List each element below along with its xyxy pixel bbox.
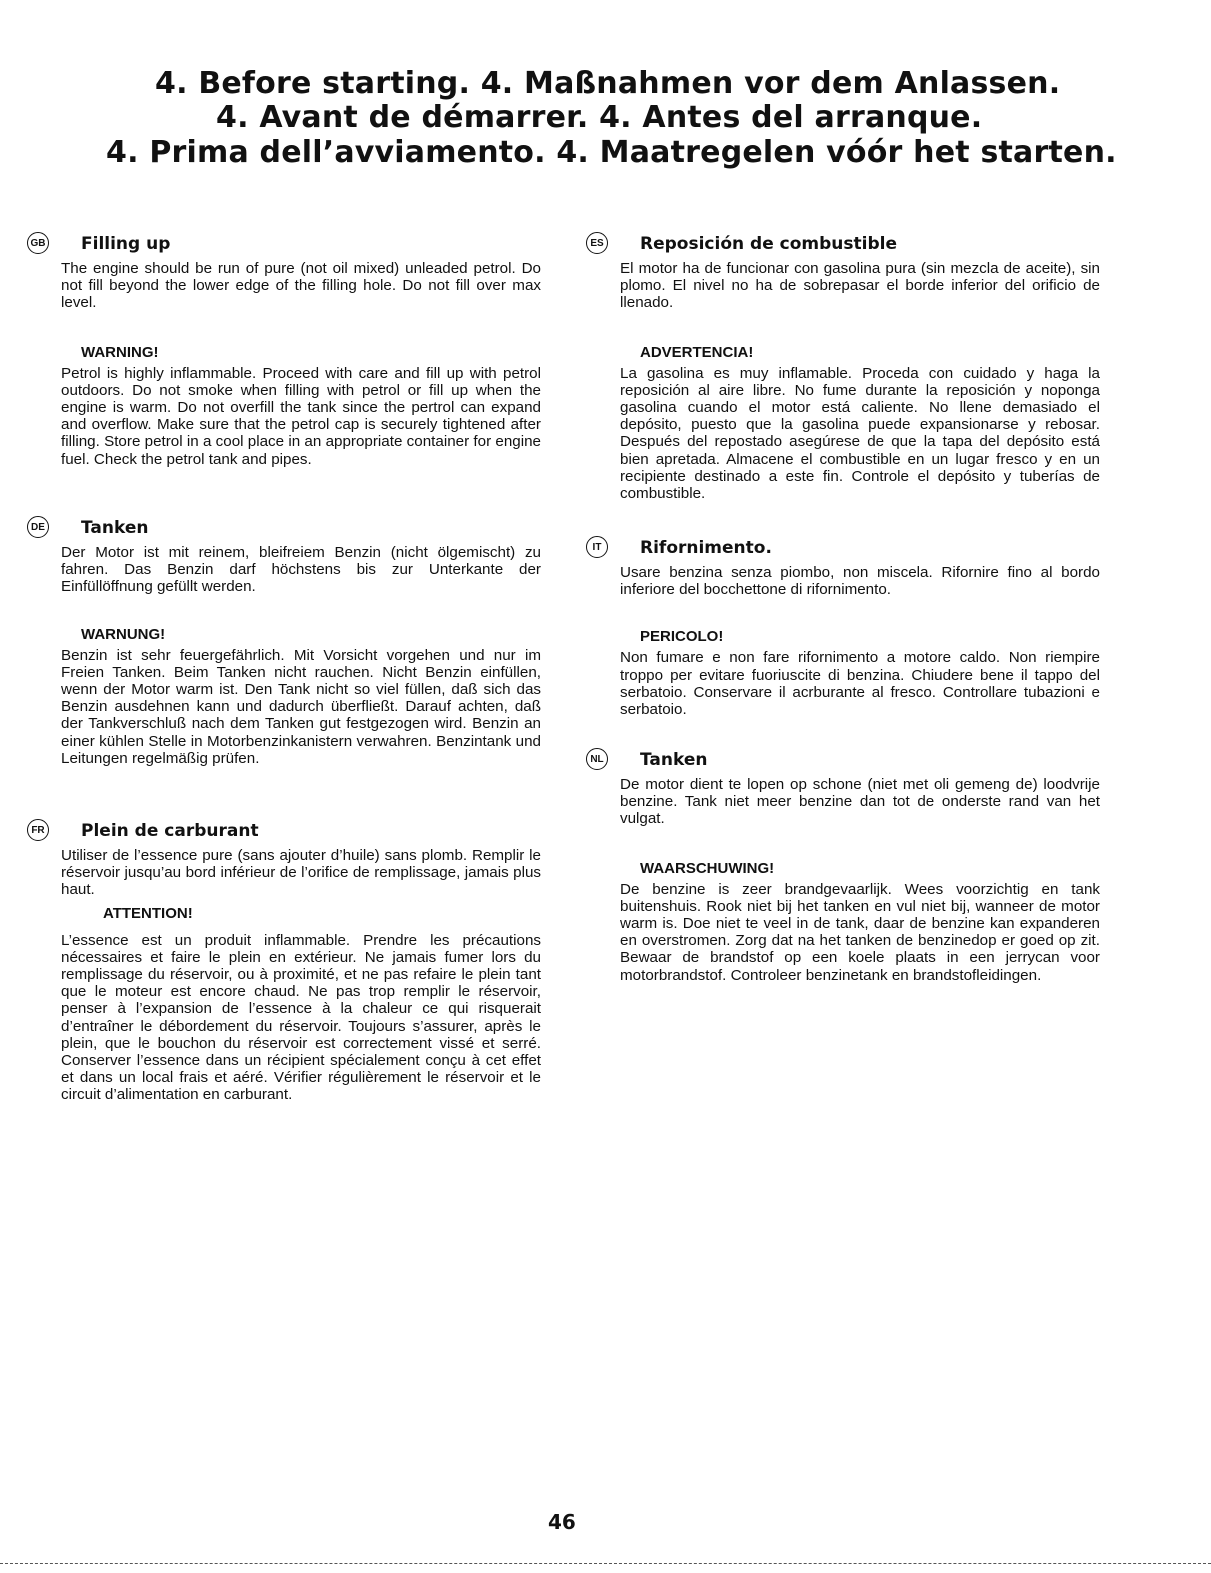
warning-title: PERICOLO! [640, 628, 724, 646]
warning-text: Non fumare e non fare rifornimento a motore caldo. Non riempire troppo per evitare fuoriuscite di benzina. Chiudere bene il tappo del serbatoio. Conservare il acrburante al fresco. Controllare tubazioni e serbatoio. [620, 649, 1100, 719]
section-intro: The engine should be run of pure (not oil mixed) unleaded petrol. Do not fill beyond the lower edge of the filling hole. Do not fill over max level. [61, 260, 541, 312]
warning-text: L’essence est un produit inflammable. Prendre les précautions nécessaires et faire le plein en extérieur. Ne jamais fumer lors du remplissage du réservoir, ou à proximité, et ne pas refaire le plein tant que le moteur est encore chaud. Ne pas trop remplir le réservoir, penser à l’expansion de l’essence à la chaleur ce qui risquerait d’entraîner le débordement du réservoir. Toujours s’assurer, après le plein, que le bouchon du réservoir est correctement vissé et serré. Conserver l’essence dans un récipient spécialement conçu à cet effet et dans un local frais et aéré. Vérifier régulièrement le réservoir et le circuit d’alimentation en carburant. [61, 931, 541, 1104]
section-heading: Plein de carburant [81, 821, 259, 841]
warning-title: WAARSCHUWING! [640, 859, 775, 877]
section-intro: Der Motor ist mit reinem, bleifreiem Benzin (nicht ölgemischt) zu fahren. Das Benzin darf höchstens bis zur Unterkante der Einfüllöffnung gefüllt werden. [61, 544, 541, 596]
nl-language-badge: NL [586, 748, 608, 770]
bottom-divider [0, 1563, 1211, 1564]
section-heading: Tanken [640, 750, 708, 770]
section-intro: De motor dient te lopen op schone (niet met oli gemeng de) loodvrije benzine. Tank niet meer benzine dan tot de onderste rand van het vulgat. [620, 776, 1100, 828]
fr-language-badge: FR [27, 819, 49, 841]
section-heading: Filling up [81, 234, 171, 254]
page-number: 46 [548, 1510, 576, 1534]
section-gb [30, 234, 541, 468]
section-nl [590, 750, 1100, 984]
it-language-badge: IT [586, 536, 608, 558]
title-line-1: 4. Before starting. 4. Maßnahmen vor dem Anlassen. [155, 66, 1061, 101]
title-line-3: 4. Prima dell’avviamento. 4. Maatregelen vóór het starten. [106, 135, 1117, 170]
warning-title: WARNING! [81, 343, 159, 361]
warning-text: La gasolina es muy inflamable. Proceda con cuidado y haga la reposición al aire libre. No fume durante la reposición y noponga gasolina cuando el motor está caliente. No llene demasiado el depósito, puesto que la gasolina puede expansionarse y rebosar. Después del repostado asegúrese de que la tapa del depósito está bien apretada. Almacene el combustible en un lugar fresco y en un recipiente destinado a este fin. Controle el depósito y tuberías de combustible. [620, 364, 1100, 503]
warning-title: ADVERTENCIA! [640, 343, 754, 361]
es-language-badge: ES [586, 232, 608, 254]
warning-text: De benzine is zeer brandgevaarlijk. Wees voorzichtig en tank buitenshuis. Rook niet bij het tanken en vul niet bij, wanneer de motor warm is. Doe niet te veel in de tank, daar de benzine kan expanderen en overstromen. Zorg dat na het tanken de benzinedop er goed op zit. Bewaar de brandstof op een koele plaats in een jerrycan voor motorbrandstof. Controleer benzinetank en brandstofleidingen. [620, 880, 1100, 984]
section-heading: Rifornimento. [640, 538, 772, 558]
section-intro: Usare benzina senza piombo, non miscela. Rifornire fino al bordo inferiore del bocchettone di rifornimento. [620, 564, 1100, 599]
section-heading: Tanken [81, 518, 149, 538]
title-line-2: 4. Avant de démarrer. 4. Antes del arranque. [216, 100, 983, 135]
gb-language-badge: GB [27, 232, 49, 254]
de-language-badge: DE [27, 516, 49, 538]
section-intro: Utiliser de l’essence pure (sans ajouter d’huile) sans plomb. Remplir le réservoir jusqu’au bord inférieur de l’orifice de remplissage, jamais plus haut. [61, 847, 541, 899]
section-fr [31, 821, 541, 1104]
warning-text: Petrol is highly inflammable. Proceed with care and fill up with petrol outdoors. Do not smoke when filling with petrol or fill up when the engine is warm. Do not overfill the tank since the pertrol can expand and overflow. Make sure that the petrol cap is securely tightened after filling. Store petrol in a cool place in an appropriate container for engine fuel. Check the petrol tank and pipes. [61, 364, 541, 468]
section-intro: El motor ha de funcionar con gasolina pura (sin mezcla de aceite), sin plomo. El nivel no ha de sobrepasar el borde inferior del orificio de llenado. [620, 260, 1100, 312]
section-it [592, 538, 1100, 719]
warning-text: Benzin ist sehr feuergefährlich. Mit Vorsicht vorgehen und nur im Freien Tanken. Beim Tanken nicht rauchen. Nicht Benzin einfüllen, wenn der Motor warm ist. Den Tank nicht so viel füllen, daß sich das Benzin ausdehnen kann und dadurch überfließt. Darauf achten, daß der Tankverschluß nach dem Tanken gut festgezogen wird. Benzin an einer kühlen Stelle in Motorbenzinkanistern verwahren. Benzintank und Leitungen regelmäßig prüfen. [61, 646, 541, 767]
section-heading: Reposición de combustible [640, 234, 897, 254]
section-es [590, 234, 1100, 503]
section-de [31, 518, 541, 767]
warning-title: WARNUNG! [81, 625, 166, 643]
warning-title: ATTENTION! [103, 904, 193, 922]
